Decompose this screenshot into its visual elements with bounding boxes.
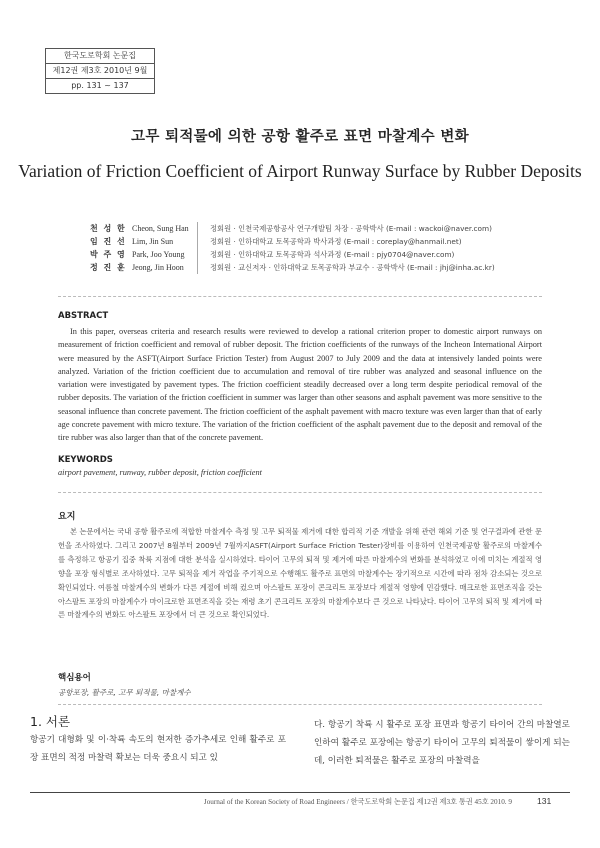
author-name-ko: 정 진 훈 xyxy=(90,263,127,272)
abstract-heading: ABSTRACT xyxy=(58,311,109,321)
keywords-ko-heading: 핵심용어 xyxy=(58,673,91,683)
journal-name: 한국도로학회 논문집 xyxy=(63,51,137,60)
author-separator-line xyxy=(197,222,198,274)
footer-citation: Journal of the Korean Society of Road Engineers / 한국도로학회 논문집 제12권 제3호 통권 45호 2010. 9 xyxy=(203,798,512,806)
author-name-en: Jeong, Jin Hoon xyxy=(132,263,184,272)
divider xyxy=(58,296,542,297)
author-affiliation: 정회원 · 교신저자 · 인하대학교 토목공학과 부교수 · 공학박사 (E-mail : jhj@inha.ac.kr) xyxy=(210,263,495,272)
korean-title: 고무 퇴적물에 의한 공항 활주로 표면 마찰계수 변화 xyxy=(131,129,469,145)
author-name-en: Lim, Jin Sun xyxy=(132,237,174,246)
volume-date: 제12권 제3호 2010년 9월 xyxy=(46,63,154,78)
intro-left-column xyxy=(30,731,286,767)
author-name-ko: 천 성 한 xyxy=(90,224,127,233)
page-range: pp. 131 ~ 137 xyxy=(46,78,154,93)
keywords-heading: KEYWORDS xyxy=(58,455,113,465)
author-affiliation: 정회원 · 인하대학교 토목공학과 석사과정 (E-mail : pjy0704@naver.com) xyxy=(210,250,455,259)
footer-rule xyxy=(30,792,570,793)
summary-body xyxy=(58,525,542,622)
intro-right-column xyxy=(314,716,570,770)
intro-left-text: 항공기 대형화 및 이·착륙 속도의 현저한 증가추세로 인해 활주로 포장 표면의 적정 마찰력 확보는 더욱 중요시 되고 있 xyxy=(30,735,286,763)
keywords-ko-text: 공항포장, 활주로, 고무 퇴적물, 마찰계수 xyxy=(58,688,191,697)
divider xyxy=(58,704,542,705)
author-name-en: Park, Joo Young xyxy=(132,250,185,259)
abstract-text: In this paper, overseas criteria and research results were reviewed to develop a rational criterion proper to domestic airport runways on measurement of friction coefficient and removal of rubber deposit. The friction coefficients of the runways of the Incheon International Airport were measured by the ASFT(Airport Surface Friction Tester) from August 2007 to July 2009 and the data at intensively landed points were analyzed. Variation of the friction coefficient due to accumulation and removal of tire rubber was analyzed and seasonal influence on the variation were investigated by pavement types. The friction coefficient steadily decreased over a long term despite periodical removal of the rubber deposits. The variation of the friction coefficient in summer was larger than other seasons and asphalt pavement was more sensitive to the seasonal influence than concrete pavement. The friction coefficient of the asphalt pavement with macro texture was even larger than that of early age concrete pavement with micro texture. The variation of the friction coefficient of the asphalt pavement due to the deposit and removal of the tire rubber was also larger than that of the concrete pavement. xyxy=(58,327,542,443)
author-affiliation: 정회원 · 인천국제공항공사 연구개발팀 차장 · 공학박사 (E-mail : wackoi@naver.com) xyxy=(210,224,492,233)
author-name-ko: 임 진 선 xyxy=(90,237,127,246)
keywords-text: airport pavement, runway, rubber deposit, friction coefficient xyxy=(58,468,262,477)
author-affiliation: 정회원 · 인하대학교 토목공학과 박사과정 (E-mail : coreplay@hanmail.net) xyxy=(210,237,462,246)
divider xyxy=(58,492,542,493)
publication-info-box xyxy=(45,48,155,94)
summary-heading: 요지 xyxy=(58,512,76,522)
abstract-body xyxy=(58,325,542,445)
summary-text: 본 논문에서는 국내 공항 활주로에 적합한 마찰계수 측정 및 고무 퇴적물 제거에 대한 합리적 기준 개발을 위해 관련 해외 기준 및 연구결과에 관한 문헌을 조사하였다. 그리고 2007년 8월부터 2009년 7월까지ASFT(Airport Surface Friction Tester)장비를 이용하여 인천국제공항 활주로의 마찰계수를 측정하고 항공기 집중 착륙 지점에 대한 분석을 실시하였다. 타이어 고무의 퇴적 및 제거에 따른 마찰계수의 변화를 분석하였고 이에 미치는 계절적 영향을 포장 형식별로 조사하였다. 고무 퇴적을 제거 작업을 주기적으로 수행해도 활주로 표면의 마찰계수는 장기적으로 시간에 따라 점차 감소되는 것으로 확인되었다. 여름철 마찰계수의 변화가 다른 계절에 비해 컸으며 아스팔트 포장이 콘크리트 포장보다 계절적 영향에 민감했다. 매크로한 표면조직을 갖는 아스팔트 포장의 마찰계수가 마이크로한 표면조직을 갖는 재령 초기 콘크리트 포장의 마찰계수보다 큰 것으로 나타났다. 타이어 고무의 퇴적 및 제거에 따른 마찰계수의 변화도 아스팔트 포장에서 더 큰 것으로 확인되었다. xyxy=(58,527,542,620)
author-name-ko: 박 주 영 xyxy=(90,250,127,259)
author-name-en: Cheon, Sung Han xyxy=(132,224,189,233)
page-number: 131 xyxy=(537,796,552,806)
intro-right-text: 다. 항공기 착륙 시 활주로 포장 표면과 항공기 타이어 간의 마찰열로 인하여 활주로 포장에는 항공기 타이어 고무의 퇴적물이 쌓이게 되는데, 이러한 퇴적물은 활주로 포장의 마찰력을 xyxy=(314,720,570,766)
introduction-heading: 1. 서론 xyxy=(30,714,71,729)
english-title: Variation of Friction Coefficient of Airport Runway Surface by Rubber Deposits xyxy=(18,161,582,181)
